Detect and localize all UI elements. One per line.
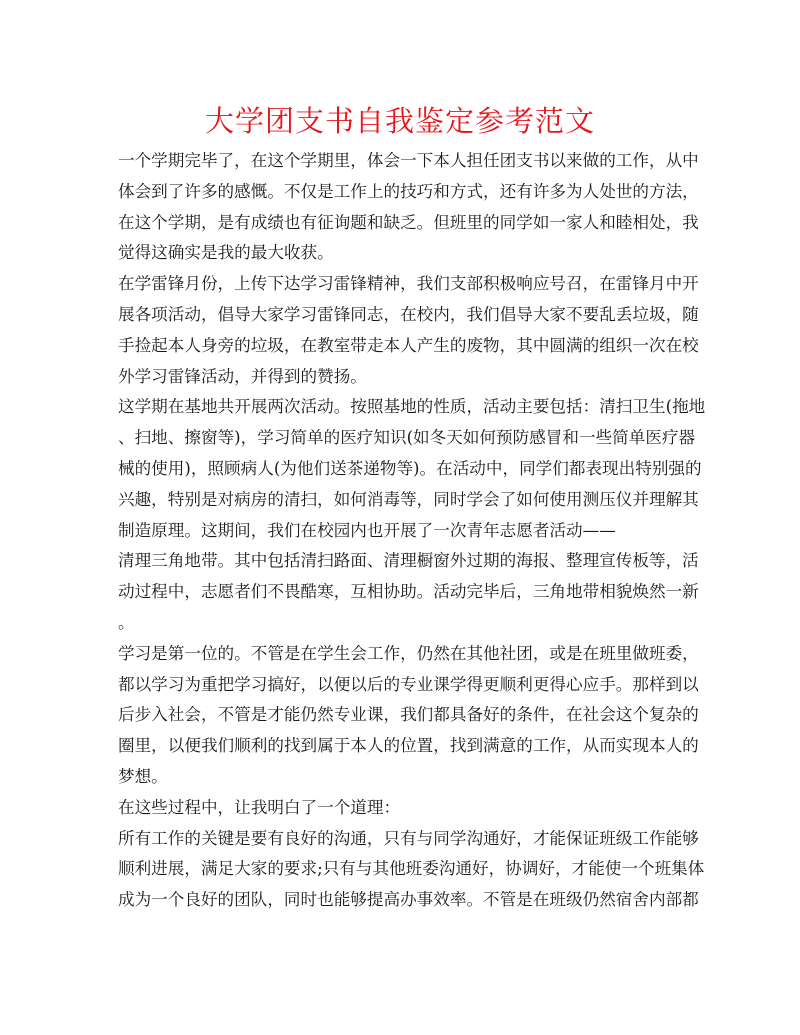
text-line: 在学雷锋月份，上传下达学习雷锋精神，我们支部积极响应号召，在雷锋月中开 (118, 274, 699, 294)
text-line: 兴趣，特别是对病房的清扫，如何消毒等，同时学会了如何使用测压仪并理解其 (118, 489, 699, 509)
text-line: 这学期在基地共开展两次活动。按照基地的性质，活动主要包括：清扫卫生(拖地 (118, 397, 706, 417)
document-title: 大学团支书自我鉴定参考范文 (204, 104, 595, 138)
text-line: 在这个学期，是有成绩也有征询题和缺乏。但班里的同学如一家人和睦相处，我 (118, 212, 699, 232)
text-line: 动过程中，志愿者们不畏酷寒，互相协助。活动完毕后，三角地带相貌焕然一新 (118, 582, 699, 602)
text-line: 所有工作的关键是要有良好的沟通，只有与同学沟通好，才能保证班级工作能够 (118, 828, 699, 848)
text-line: 后步入社会，不管是才能仍然专业课，我们都具备好的条件，在社会这个复杂的 (118, 705, 699, 725)
text-line: 清理三角地带。其中包括清扫路面、清理橱窗外过期的海报、整理宣传板等，活 (118, 551, 699, 571)
text-line: 。 (118, 612, 135, 632)
text-line: 顺利进展，满足大家的要求;只有与其他班委沟通好，协调好，才能使一个班集体 (118, 859, 705, 879)
text-line: 、扫地、擦窗等)，学习简单的医疗知识(如冬天如何预防感冒和一些简单医疗器 (118, 428, 696, 448)
text-line: 都以学习为重把学习搞好，以便以后的专业课学得更顺利更得心应手。那样到以 (118, 674, 699, 694)
text-line: 制造原理。这期间，我们在校园内也开展了一次青年志愿者活动—— (118, 520, 616, 540)
text-line: 圈里，以便我们顺利的找到属于本人的位置，找到满意的工作，从而实现本人的 (118, 736, 699, 756)
text-line: 体会到了许多的感慨。不仅是工作上的技巧和方式，还有许多为人处世的方法， (118, 181, 699, 201)
text-line: 梦想。 (118, 766, 168, 786)
text-line: 成为一个良好的团队，同时也能够提高办事效率。不管是在班级仍然宿舍内部都 (118, 890, 699, 910)
text-line: 外学习雷锋活动，并得到的赞扬。 (118, 366, 367, 386)
text-line: 一个学期完毕了，在这个学期里，体会一下本人担任团支书以来做的工作，从中 (118, 151, 699, 170)
text-line: 学习是第一位的。不管是在学生会工作，仍然在其他社团，或是在班里做班委， (118, 643, 699, 663)
text-line: 展各项活动，倡导大家学习雷锋同志，在校内，我们倡导大家不要乱丢垃圾，随 (118, 304, 699, 324)
text-line: 觉得这确实是我的最大收获。 (118, 243, 334, 263)
text-line: 在这些过程中，让我明白了一个道理： (118, 797, 401, 817)
document-body (118, 146, 706, 916)
text-line: 手捡起本人身旁的垃圾，在教室带走本人产生的废物，其中圆满的组织一次在校 (118, 335, 699, 355)
text-line: 械的使用)，照顾病人(为他们送茶递物等)。在活动中，同学们都表现出特别强的 (118, 458, 702, 478)
